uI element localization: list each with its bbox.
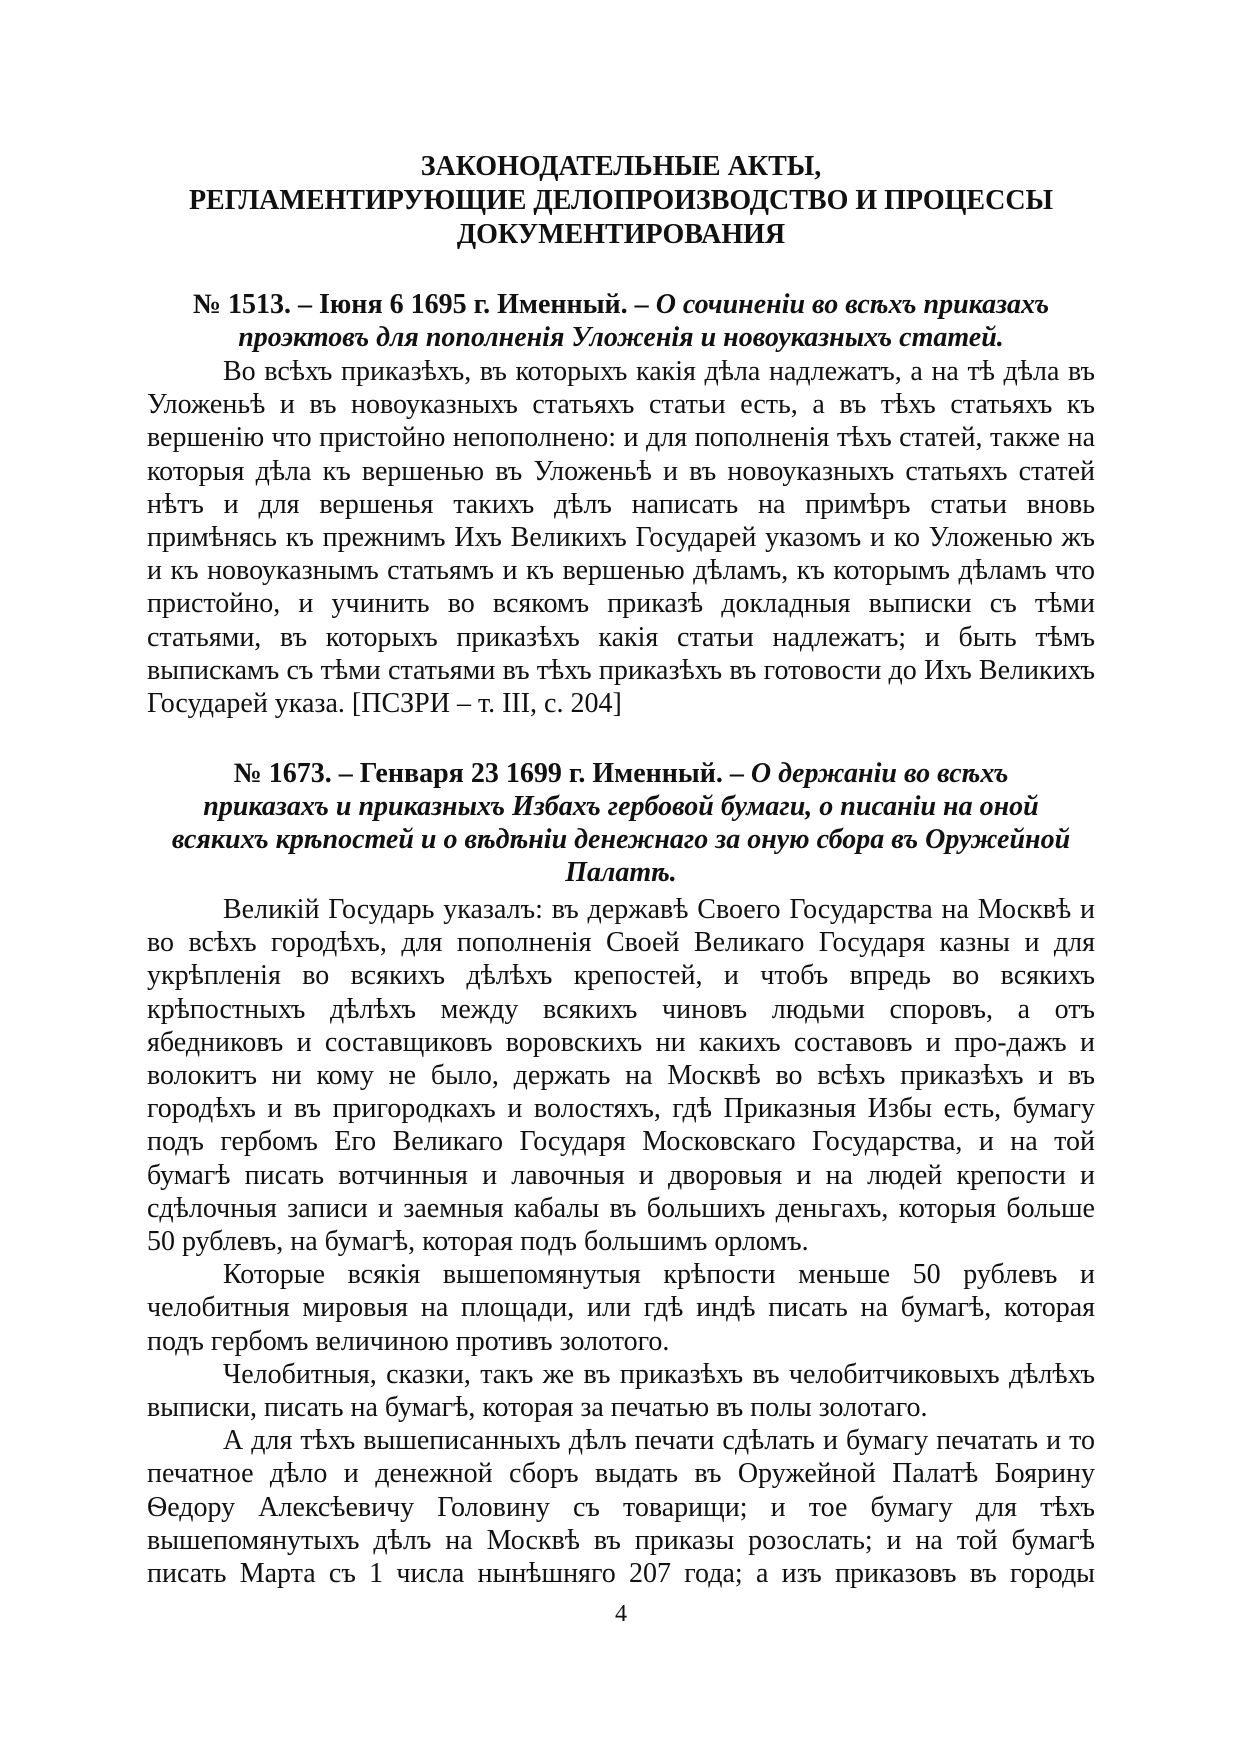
act-subject: О сочиненіи во всѣхъ приказахъ [655,289,1050,320]
heading-line [147,790,1095,823]
act-subject: всякихъ крѣпостей и о вѣдѣніи денежнаго за оную сбора въ Оружейной [171,824,1071,855]
title-line: ЗАКОНОДАТЕЛЬНЫЕ АКТЫ, [420,151,822,182]
act-subject: Палатѣ. [565,857,677,888]
page-number: 4 [615,1601,627,1627]
paragraph: Челобитныя, сказки, такъ же въ приказѣхъ въ челобитчиковыхъ дѣлѣхъ выписки, писать на бумагѣ, которая за печатью въ полы золотаго. [147,1358,1095,1424]
act-subject: приказахъ и приказныхъ Избахъ гербовой бумаги, о писаніи на оной [203,791,1039,822]
heading-line [147,321,1095,354]
act-1513-heading [147,288,1095,354]
paragraph: Во всѣхъ приказѣхъ, въ которыхъ какія дѣла надлежатъ, а на тѣ дѣла въ Уложеньѣ и въ новоуказныхъ статьяхъ статьи есть, а въ тѣхъ статьяхъ къ вершенію что пристойно непополнено: и для пополненія тѣхъ статей, также на которыя дѣла къ вершенью въ Уложеньѣ и въ новоуказныхъ статьяхъ статей нѣтъ и для вершенья такихъ дѣлъ написать на примѣръ статьи вновь примѣнясь къ прежнимъ Ихъ Великихъ Государей указомъ и ко Уложенью жъ и къ новоуказнымъ статьямъ и къ вершенью дѣламъ, къ которымъ дѣламъ что пристойно, и учинить во всякомъ приказѣ докладныя выписки съ тѣми статьями, въ которыхъ приказѣхъ какія статьи надлежатъ; и быть тѣмъ выпискамъ съ тѣми статьями въ тѣхъ приказѣхъ въ готовости до Ихъ Великихъ Государей указа. [ПСЗРИ – т. III, с. 204] [147,356,1095,720]
heading-line [147,288,1095,321]
act-1673-heading [147,757,1095,889]
heading-line [147,757,1095,790]
act-1513-body [147,355,1095,720]
paragraph: Великій Государь указалъ: въ державѣ Своего Государства на Москвѣ и во всѣхъ городѣхъ, для пополненія Своей Великаго Государя казны и для укрѣпленія во всякихъ дѣлѣхъ крепостей, и чтобъ впредь во всякихъ крѣпостныхъ дѣлѣхъ между всякихъ чиновъ людьми споровъ, а отъ ябедниковъ и составщиковъ воровскихъ ни какихъ составовъ и про-дажъ и волокитъ ни кому не было, держать на Москвѣ во всѣхъ приказѣхъ и въ городѣхъ и въ пригородкахъ и волостяхъ, гдѣ Приказныя Избы есть, бумагу подъ гербомъ Его Великаго Государя Московскаго Государства, и на той бумагѣ писать вотчинныя и лавочныя и дворовыя и на людей крепости и сдѣлочныя записи и заемныя кабалы въ большихъ деньгахъ, которыя больше 50 рублевъ, на бумагѣ, которая подъ большимъ орломъ. [147,894,1095,1258]
act-number-date: № 1513. – Іюня 6 1695 г. Именный. – [192,289,656,320]
paragraph: А для тѣхъ вышеписанныхъ дѣлъ печати сдѣлать и бумагу печатать и то печатное дѣло и денежной сборъ выдать въ Оружейной Палатѣ Боярину Ѳедору Алексѣевичу Головину съ товарищи; и тое бумагу для тѣхъ вышепомянутыхъ дѣлъ на Москвѣ въ приказы розослать; и на той бумагѣ писать Марта съ 1 числа нынѣшняго 207 года; а изъ приказовъ въ городы [147,1425,1095,1590]
heading-line [147,856,1095,889]
heading-line [147,823,1095,856]
act-number-date: № 1673. – Генваря 23 1699 г. Именный. – [233,758,751,789]
paragraph: Которые всякія вышепомянутыя крѣпости меньше 50 рублевъ и челобитныя мировыя на площади, или гдѣ индѣ писать на бумагѣ, которая подъ гербомъ величиною противъ золотого. [147,1259,1095,1357]
act-subject: проэктовъ для пополненія Уложенія и новоуказныхъ статей. [238,322,1004,353]
document-page [147,0,1095,1755]
document-title [147,150,1095,252]
title-line: ДОКУМЕНТИРОВАНИЯ [456,219,786,250]
act-subject: О держаніи во всѣхъ [750,758,1009,789]
act-1673-body [147,893,1095,1590]
title-line: РЕГЛАМЕНТИРУЮЩИЕ ДЕЛОПРОИЗВОДСТВО И ПРОЦЕССЫ [188,185,1054,216]
